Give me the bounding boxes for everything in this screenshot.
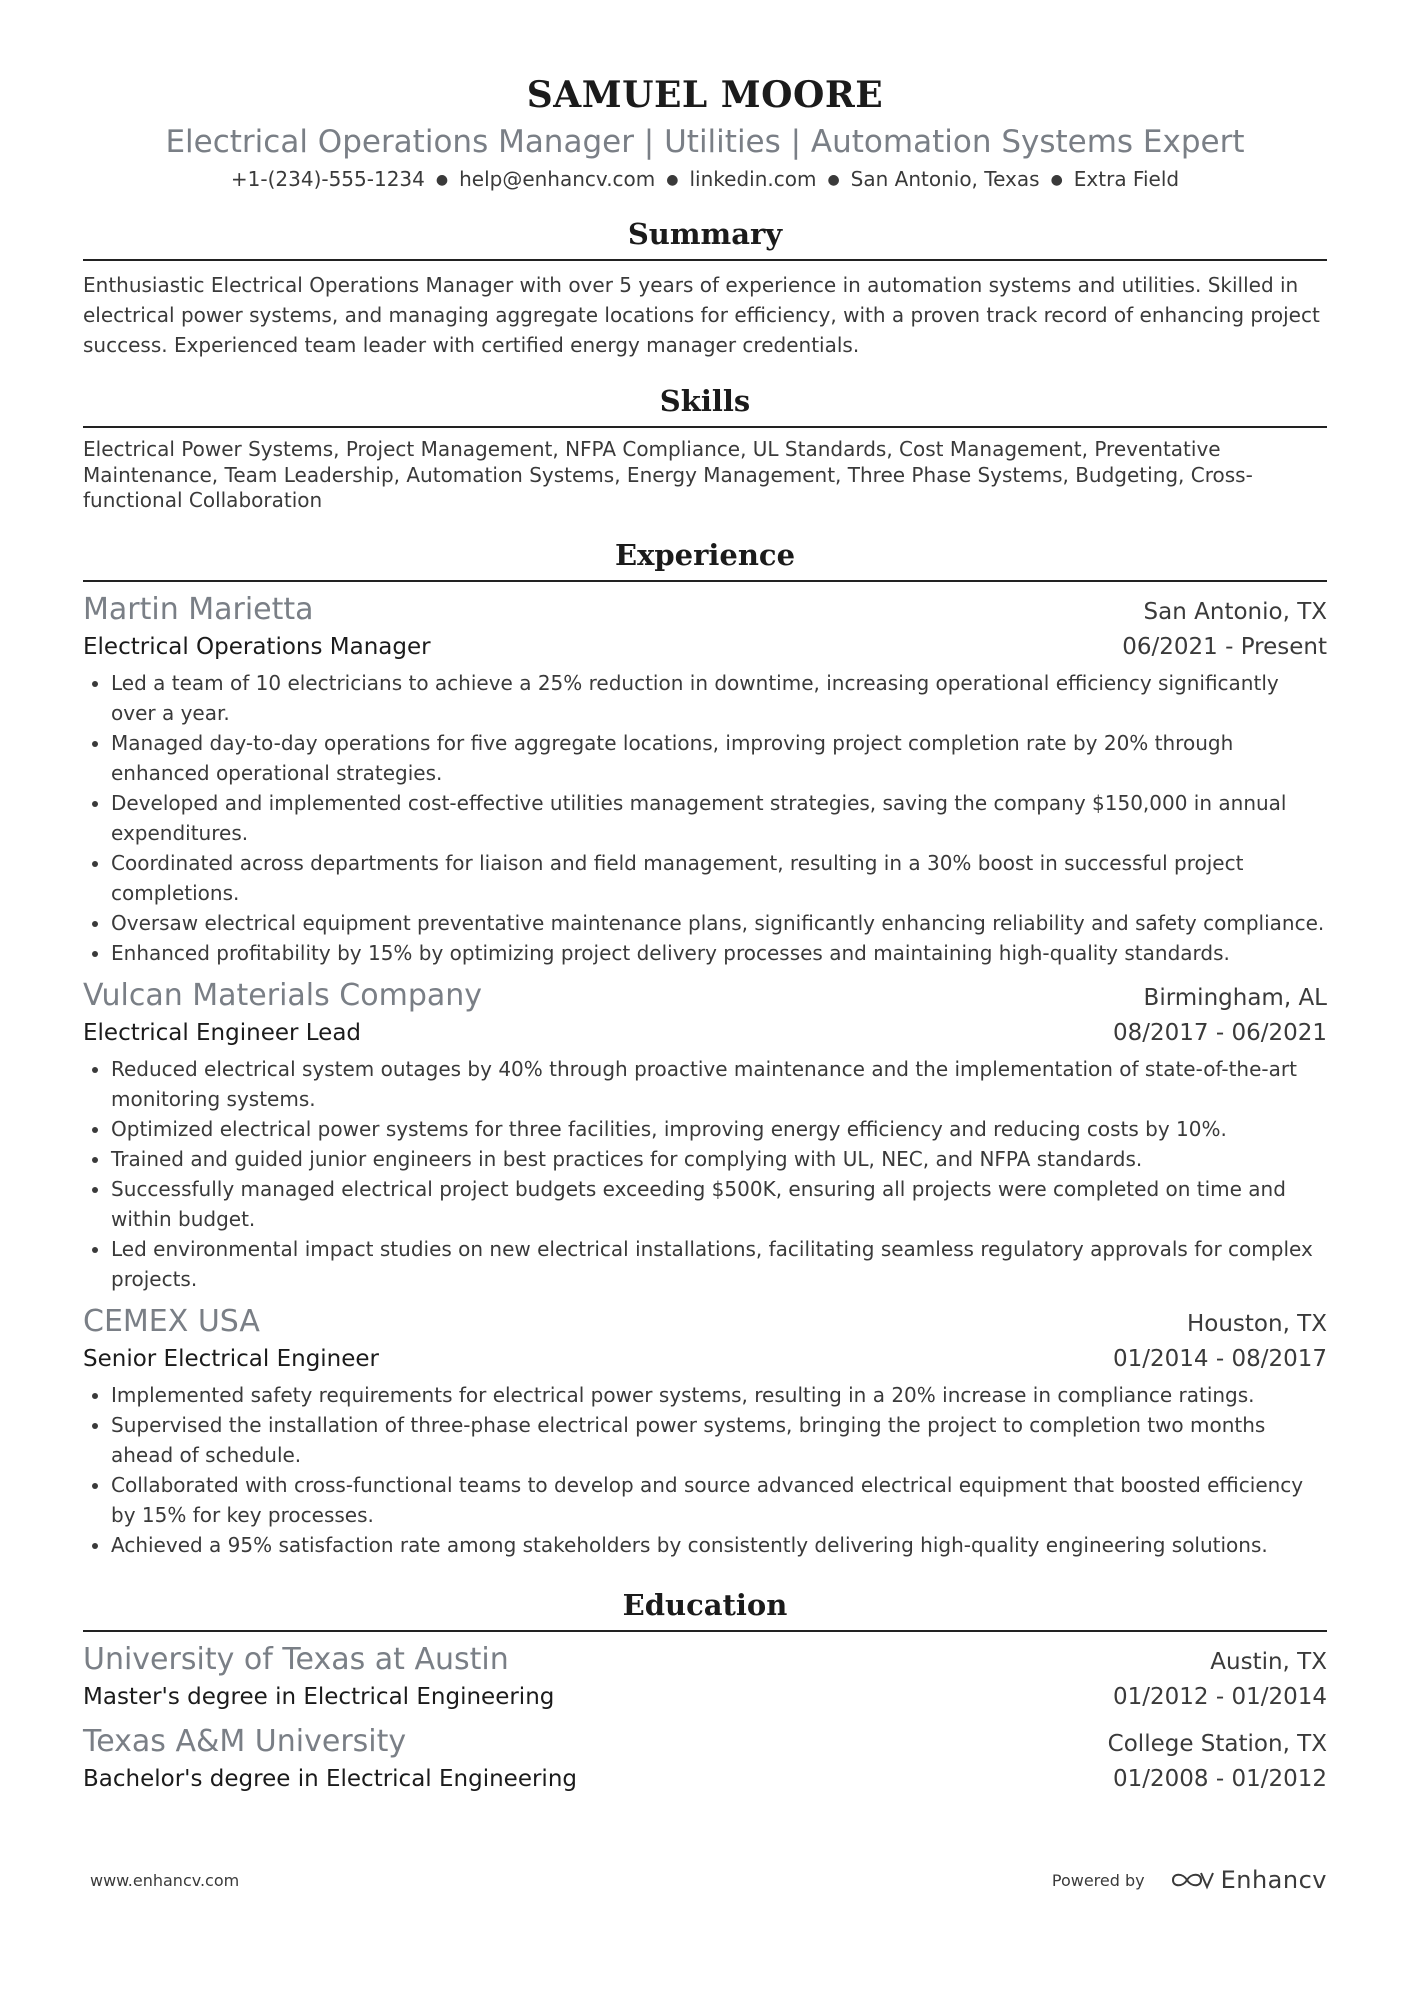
footer-branding — [1052, 1866, 1327, 1894]
entry-subheader-row — [83, 1016, 1327, 1050]
company-name: CEMEX USA — [83, 1303, 260, 1339]
job-location: Birmingham, AL — [1143, 984, 1327, 1011]
enhancv-brand-name[interactable]: Enhancv — [1220, 1866, 1327, 1894]
candidate-title: Electrical Operations Manager | Utilities | Automation Systems Expert — [165, 124, 1245, 160]
summary-text: Enthusiastic Electrical Operations Manager with over 5 years of experience in automation systems and utilities. Skilled in electrical power systems, and managing aggregate locations for efficiency, with a proven track record of enhancing project success. Experienced team leader with certified energy manager credentials. — [83, 273, 1320, 357]
bullet-item: • Oversaw electrical equipment preventative maintenance plans, significantly enhancing reliability and safety compliance. — [111, 908, 1327, 938]
bullet-item: • Supervised the installation of three-phase electrical power systems, bringing the project to completion two months ahead of schedule. — [111, 1410, 1327, 1470]
section-title-skills: Skills — [83, 382, 1327, 428]
resume-header — [83, 0, 1327, 195]
bullet-item: • Led environmental impact studies on new electrical installations, facilitating seamless regulatory approvals for complex projects. — [111, 1234, 1327, 1294]
entry-subheader-row — [83, 630, 1327, 664]
bullet-item: • Collaborated with cross-functional teams to develop and source advanced electrical equipment that boosted efficiency by 15% for key processes. — [111, 1470, 1327, 1530]
entry-subheader-row — [83, 1342, 1327, 1376]
degree-name: Bachelor's degree in Electrical Engineering — [83, 1765, 577, 1792]
bullet-separator-icon: ● — [1050, 172, 1063, 188]
contact-email[interactable]: help@enhancv.com — [459, 167, 656, 191]
entry-header-row — [83, 1640, 1327, 1680]
degree-name: Master's degree in Electrical Engineering — [83, 1683, 555, 1710]
education-dates: 01/2008 - 01/2012 — [1112, 1765, 1327, 1792]
bullet-item: • Coordinated across departments for liaison and field management, resulting in a 30% boost in successful project completions. — [111, 848, 1327, 908]
entry-header-row — [83, 1302, 1327, 1342]
summary-section — [83, 215, 1327, 360]
education-section — [83, 1586, 1327, 1796]
education-dates: 01/2012 - 01/2014 — [1112, 1683, 1327, 1710]
school-name: Texas A&M University — [83, 1723, 407, 1759]
entry-subheader-row — [83, 1680, 1327, 1714]
bullet-item: • Led a team of 10 electricians to achieve a 25% reduction in downtime, increasing operational efficiency significantly over a year. — [111, 668, 1327, 728]
job-role: Senior Electrical Engineer — [83, 1345, 380, 1372]
bullet-item: • Reduced electrical system outages by 40% through proactive maintenance and the implementation of state-of-the-art monitoring systems. — [111, 1054, 1327, 1114]
bullet-item: • Implemented safety requirements for electrical power systems, resulting in a 20% increase in compliance ratings. — [111, 1380, 1327, 1410]
job-location: San Antonio, TX — [1143, 598, 1327, 625]
education-entry — [83, 1722, 1327, 1796]
section-title-experience: Experience — [83, 536, 1327, 582]
page-footer — [90, 1860, 1327, 1900]
company-name: Martin Marietta — [83, 591, 314, 627]
experience-entry — [83, 976, 1327, 1294]
experience-entry — [83, 1302, 1327, 1560]
contact-extra-field: Extra Field — [1073, 167, 1180, 191]
job-dates: 06/2021 - Present — [1122, 633, 1327, 660]
job-bullets — [83, 1054, 1327, 1294]
bullet-separator-icon: ● — [435, 172, 449, 188]
school-location: Austin, TX — [1210, 1648, 1327, 1675]
skills-text: Electrical Power Systems, Project Management, NFPA Compliance, UL Standards, Cost Management, Preventative Maintenance, Team Leadership, Automation Systems, Energy Management, Three Phase Systems, Budgeting, Cross-functional Collaboration — [83, 437, 1253, 512]
company-name: Vulcan Materials Company — [83, 977, 483, 1013]
job-dates: 01/2014 - 08/2017 — [1112, 1345, 1327, 1372]
bullet-item: • Enhanced profitability by 15% by optimizing project delivery processes and maintaining high-quality standards. — [111, 938, 1327, 968]
contact-linkedin[interactable]: linkedin.com — [689, 167, 817, 191]
job-role: Electrical Operations Manager — [83, 633, 431, 660]
job-dates: 08/2017 - 06/2021 — [1112, 1019, 1327, 1046]
bullet-item: • Achieved a 95% satisfaction rate among stakeholders by consistently delivering high-quality engineering solutions. — [111, 1530, 1327, 1560]
bullet-item: • Trained and guided junior engineers in best practices for complying with UL, NEC, and NFPA standards. — [111, 1144, 1327, 1174]
bullet-item: • Successfully managed electrical project budgets exceeding $500K, ensuring all projects were completed on time and within budget. — [111, 1174, 1327, 1234]
bullet-separator-icon: ● — [827, 172, 840, 188]
bullet-item: • Developed and implemented cost-effective utilities management strategies, saving the company $150,000 in annual expenditures. — [111, 788, 1327, 848]
powered-by-label: Powered by — [1051, 1870, 1145, 1890]
contact-location: San Antonio, Texas — [850, 167, 1040, 191]
education-entry — [83, 1640, 1327, 1714]
section-title-summary: Summary — [83, 215, 1327, 261]
section-title-education: Education — [83, 1586, 1327, 1632]
experience-section — [83, 536, 1327, 1560]
footer-website-link[interactable]: www.enhancv.com — [90, 1870, 240, 1890]
candidate-name: SAMUEL MOORE — [526, 74, 884, 116]
bullet-separator-icon: ● — [666, 172, 679, 188]
contact-line — [83, 164, 1327, 195]
skills-section — [83, 382, 1327, 514]
entry-subheader-row — [83, 1762, 1327, 1796]
enhancv-logo-icon — [1171, 1869, 1215, 1891]
entry-header-row — [83, 1722, 1327, 1762]
entry-header-row — [83, 976, 1327, 1016]
contact-phone[interactable]: +1-(234)-555-1234 — [230, 167, 425, 191]
job-role: Electrical Engineer Lead — [83, 1019, 362, 1046]
job-bullets — [83, 668, 1327, 968]
job-bullets — [83, 1380, 1327, 1560]
bullet-item: • Optimized electrical power systems for three facilities, improving energy efficiency and reducing costs by 10%. — [111, 1114, 1327, 1144]
entry-header-row — [83, 590, 1327, 630]
experience-entry — [83, 590, 1327, 968]
bullet-item: • Managed day-to-day operations for five aggregate locations, improving project completion rate by 20% through enhanced operational strategies. — [111, 728, 1327, 788]
school-name: University of Texas at Austin — [83, 1641, 509, 1677]
job-location: Houston, TX — [1186, 1310, 1327, 1337]
school-location: College Station, TX — [1107, 1730, 1327, 1757]
